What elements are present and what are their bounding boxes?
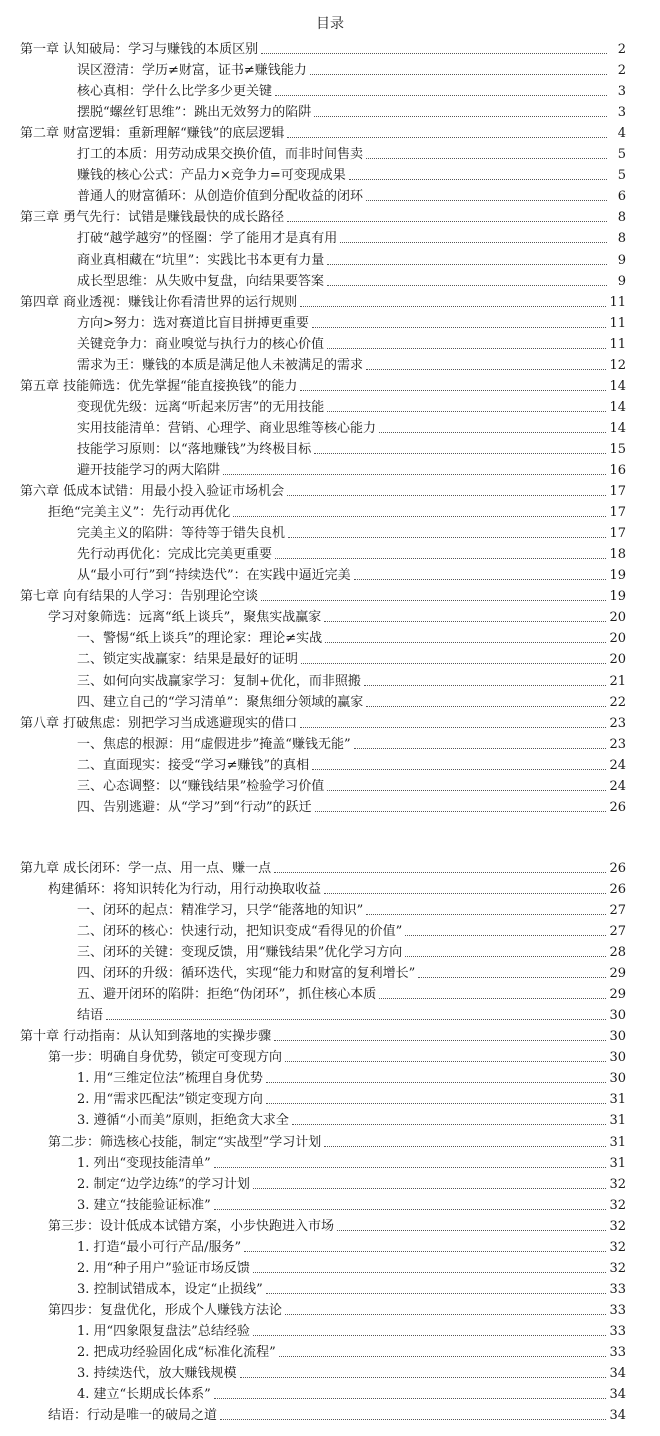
toc-entry-label: 二、直面现实：接受“学习≠赚钱”的真相 bbox=[77, 757, 310, 773]
toc-chapter-entry[interactable] bbox=[0, 1023, 660, 1045]
toc-section-entry[interactable] bbox=[0, 394, 660, 416]
toc-dot-leader bbox=[379, 998, 606, 999]
toc-page-number: 20 bbox=[609, 652, 626, 668]
toc-dot-leader bbox=[266, 1293, 607, 1294]
toc-section-entry[interactable] bbox=[0, 99, 660, 121]
toc-section-entry[interactable] bbox=[0, 247, 660, 269]
toc-section-entry[interactable] bbox=[0, 1402, 660, 1424]
toc-page-number: 33 bbox=[609, 1345, 626, 1360]
toc-section-entry[interactable] bbox=[0, 78, 660, 100]
toc-entry-label: 四、建立自己的“学习清单”：聚焦细分领域的赢家 bbox=[77, 694, 364, 710]
toc-page-number: 2 bbox=[617, 42, 626, 57]
toc-entry-label: 从“最小可行”到“持续迭代”：在实践中逼近完美 bbox=[77, 568, 351, 584]
toc-page-number: 26 bbox=[609, 860, 626, 876]
toc-chapter-entry[interactable] bbox=[0, 478, 660, 500]
toc-entry-label: 2. 用“需求匹配法”锁定变现方向 bbox=[77, 1092, 263, 1108]
toc-dot-leader bbox=[300, 306, 606, 307]
toc-page-number: 29 bbox=[609, 987, 626, 1003]
toc-page-number: 14 bbox=[609, 420, 626, 436]
toc-dot-leader bbox=[220, 1419, 606, 1420]
toc-chapter-entry[interactable] bbox=[0, 120, 660, 142]
toc-dot-leader bbox=[349, 179, 607, 180]
toc-dot-leader bbox=[314, 453, 606, 454]
toc-page-number: 22 bbox=[609, 694, 626, 710]
toc-page-number: 20 bbox=[609, 631, 626, 647]
toc-entry-label: 四、告别逃避：从“学习”到“行动”的跃迁 bbox=[77, 799, 312, 815]
toc-entry-label: 第二章 财富逻辑：重新理解“赚钱”的底层逻辑 bbox=[20, 126, 285, 142]
toc-dot-leader bbox=[266, 1103, 607, 1104]
toc-entry-label: 1. 用“三维定位法”梳理自身优势 bbox=[77, 1071, 263, 1087]
toc-entry-label: 二、锁定实战赢家：结果是最好的证明 bbox=[77, 652, 299, 668]
toc-entry-label: 2. 把成功经验固化成“标准化流程” bbox=[77, 1345, 276, 1360]
toc-section-entry[interactable] bbox=[0, 1213, 660, 1235]
toc-section-entry[interactable] bbox=[0, 310, 660, 332]
toc-page-number: 5 bbox=[617, 168, 626, 184]
toc-dot-leader bbox=[324, 893, 606, 894]
toc-dot-leader bbox=[253, 1335, 607, 1336]
toc-page-number: 4 bbox=[617, 126, 626, 142]
toc-page-number: 23 bbox=[609, 715, 626, 731]
toc-section-entry[interactable] bbox=[0, 668, 660, 690]
toc-dot-leader bbox=[292, 1124, 607, 1125]
toc-entry-label: 先行动再优化：完成比完美更重要 bbox=[77, 547, 273, 563]
toc-entry-label: 3. 建立“技能验证标准” bbox=[77, 1197, 211, 1213]
toc-section-entry[interactable] bbox=[0, 1129, 660, 1151]
toc-entry-label: 普通人的财富循环：从创造价值到分配收益的闭环 bbox=[77, 189, 364, 205]
toc-page-number: 26 bbox=[609, 799, 626, 815]
toc-section-entry[interactable] bbox=[0, 1002, 660, 1024]
toc-dot-leader bbox=[287, 221, 607, 222]
toc-dot-leader bbox=[366, 369, 606, 370]
toc-section-entry[interactable] bbox=[0, 436, 660, 458]
toc-page-number: 32 bbox=[609, 1176, 626, 1192]
toc-entry-label: 三、心态调整：以“赚钱结果”检验学习价值 bbox=[77, 778, 325, 794]
toc-section-entry[interactable] bbox=[0, 352, 660, 374]
toc-entry-label: 赚钱的核心公式：产品力×竞争力=可变现成果 bbox=[77, 168, 346, 184]
toc-dot-leader bbox=[324, 1146, 606, 1147]
toc-page-number: 12 bbox=[609, 357, 626, 373]
toc-page-number: 34 bbox=[609, 1408, 626, 1424]
toc-dot-leader bbox=[405, 935, 606, 936]
toc-page-number: 31 bbox=[609, 1134, 626, 1150]
toc-entry-label: 关键竞争力：商业嗅觉与执行力的核心价值 bbox=[77, 336, 325, 352]
toc-entry-label: 第六章 低成本试错：用最小投入验证市场机会 bbox=[20, 484, 285, 500]
toc-entry-label: 误区澄清：学历≠财富，证书≠赚钱能力 bbox=[77, 63, 307, 79]
toc-dot-leader bbox=[325, 642, 606, 643]
toc-dot-leader bbox=[327, 285, 607, 286]
toc-entry-label: 构建循环：将知识转化为行动，用行动换取收益 bbox=[48, 881, 322, 897]
toc-entry-label: 1. 列出“变现技能清单” bbox=[77, 1155, 211, 1171]
toc-dot-leader bbox=[327, 790, 606, 791]
toc-dot-leader bbox=[214, 1167, 607, 1168]
toc-section-entry[interactable] bbox=[0, 794, 660, 816]
toc-dot-leader bbox=[337, 1230, 606, 1231]
toc-entry-label: 4. 建立“长期成长体系” bbox=[77, 1387, 211, 1403]
toc-dot-leader bbox=[315, 811, 607, 812]
toc-entry-label: 第八章 打破焦虑：别把学习当成逃避现实的借口 bbox=[20, 715, 298, 731]
toc-dot-leader bbox=[300, 390, 606, 391]
toc-page-number: 33 bbox=[609, 1323, 626, 1339]
toc-dot-leader bbox=[310, 74, 607, 75]
toc-dot-leader bbox=[275, 95, 607, 96]
toc-page-number: 27 bbox=[609, 902, 626, 918]
toc-page-number: 30 bbox=[609, 1008, 626, 1024]
toc-dot-leader bbox=[240, 1377, 607, 1378]
toc-section-entry[interactable] bbox=[0, 225, 660, 247]
toc-page-number: 11 bbox=[609, 336, 626, 352]
toc-entry-label: 方向>努力：选对赛道比盲目拼搏更重要 bbox=[77, 315, 309, 331]
toc-dot-leader bbox=[274, 1040, 606, 1041]
toc-dot-leader bbox=[366, 158, 607, 159]
toc-page-number: 19 bbox=[609, 589, 626, 605]
toc-page-number: 14 bbox=[609, 378, 626, 394]
toc-section-entry[interactable] bbox=[0, 876, 660, 898]
toc-dot-leader bbox=[300, 727, 606, 728]
toc-entry-label: 第一步：明确自身优势，锁定可变现方向 bbox=[48, 1050, 283, 1066]
toc-page-number: 21 bbox=[609, 673, 626, 689]
toc-dot-leader bbox=[261, 600, 606, 601]
toc-dot-leader bbox=[314, 116, 607, 117]
toc-page-number: 33 bbox=[609, 1281, 626, 1297]
toc-dot-leader bbox=[253, 1272, 607, 1273]
toc-dot-leader bbox=[327, 411, 606, 412]
toc-entry-label: 第三章 勇气先行：试错是赚钱最快的成长路径 bbox=[20, 210, 285, 226]
toc-section-entry[interactable] bbox=[0, 689, 660, 711]
toc-section-entry[interactable] bbox=[0, 960, 660, 982]
toc-section-entry[interactable] bbox=[0, 1234, 660, 1256]
toc-entry-label: 技能学习原则：以“落地赚钱”为终极目标 bbox=[77, 441, 312, 457]
toc-entry-label: 1. 用“四象限复盘法”总结经验 bbox=[77, 1323, 250, 1339]
toc-section-entry[interactable] bbox=[0, 1297, 660, 1319]
toc-entry-label: 3. 持续迭代，放大赚钱规模 bbox=[77, 1366, 237, 1382]
toc-section-entry[interactable] bbox=[0, 1339, 660, 1361]
toc-section-entry[interactable] bbox=[0, 625, 660, 647]
toc-dot-leader bbox=[366, 200, 607, 201]
toc-entry-label: 第四步：复盘优化，形成个人赚钱方法论 bbox=[48, 1302, 283, 1318]
toc-page-number: 16 bbox=[609, 463, 626, 478]
toc-entry-label: 第七章 向有结果的人学习：告别理论空谈 bbox=[20, 589, 259, 605]
toc-dot-leader bbox=[266, 1082, 607, 1083]
toc-section-entry[interactable] bbox=[0, 1276, 660, 1298]
toc-page-number: 32 bbox=[609, 1197, 626, 1213]
toc-entry-label: 变现优先级：远离“听起来厉害”的无用技能 bbox=[77, 399, 325, 415]
toc-page-number: 31 bbox=[609, 1155, 626, 1171]
toc-page-number: 15 bbox=[609, 441, 626, 457]
toc-entry-label: 五、避开闭环的陷阱：拒绝“伪闭环”，抓住核心本质 bbox=[77, 987, 377, 1003]
toc-dot-leader bbox=[354, 579, 607, 580]
toc-entry-label: 避开技能学习的两大陷阱 bbox=[77, 463, 221, 478]
toc-section-entry[interactable] bbox=[0, 604, 660, 626]
toc-section-entry[interactable] bbox=[0, 939, 660, 961]
toc-page-number: 17 bbox=[609, 505, 626, 521]
toc-section-entry[interactable] bbox=[0, 457, 660, 479]
toc-entry-label: 第五章 技能筛选：优先掌握“能直接换钱”的能力 bbox=[20, 378, 298, 394]
toc-entry-label: 3. 控制试错成本，设定“止损线” bbox=[77, 1281, 263, 1297]
toc-dot-leader bbox=[324, 621, 606, 622]
toc-entry-label: 四、闭环的升级：循环迭代，实现“能力和财富的复利增长” bbox=[77, 966, 416, 982]
toc-section-entry[interactable] bbox=[0, 646, 660, 668]
toc-section-entry[interactable] bbox=[0, 897, 660, 919]
toc-chapter-entry[interactable] bbox=[0, 710, 660, 732]
toc-dot-leader bbox=[233, 516, 606, 517]
toc-dot-leader bbox=[285, 1061, 606, 1062]
toc-dot-leader bbox=[275, 558, 606, 559]
toc-section-entry[interactable] bbox=[0, 520, 660, 542]
toc-entry-label: 拒绝“完美主义”：先行动再优化 bbox=[48, 505, 231, 521]
toc-dot-leader bbox=[366, 706, 606, 707]
toc-page-number: 19 bbox=[609, 568, 626, 584]
toc-chapter-entry[interactable] bbox=[0, 204, 660, 226]
toc-page-number: 3 bbox=[617, 105, 626, 121]
toc-entry-label: 结语：行动是唯一的破局之道 bbox=[48, 1408, 218, 1424]
toc-page-number: 18 bbox=[609, 547, 626, 563]
toc-chapter-entry[interactable] bbox=[0, 289, 660, 311]
toc-dot-leader bbox=[340, 242, 607, 243]
toc-page-number: 11 bbox=[609, 294, 626, 310]
toc-section-entry[interactable] bbox=[0, 499, 660, 521]
toc-page-number: 34 bbox=[609, 1387, 626, 1403]
toc-section-entry[interactable] bbox=[0, 183, 660, 205]
toc-entry-label: 第二步：筛选核心技能，制定“实战型”学习计划 bbox=[48, 1134, 322, 1150]
toc-page-number: 14 bbox=[609, 399, 626, 415]
toc-page-number: 34 bbox=[609, 1366, 626, 1382]
toc-page-number: 9 bbox=[617, 273, 626, 289]
toc-page-number: 27 bbox=[609, 924, 626, 939]
toc-chapter-entry[interactable] bbox=[0, 583, 660, 605]
toc-page-number: 26 bbox=[609, 881, 626, 897]
toc-section-entry[interactable] bbox=[0, 1255, 660, 1277]
toc-page-number: 11 bbox=[609, 315, 626, 331]
toc-page-number: 30 bbox=[609, 1071, 626, 1087]
toc-page-number: 30 bbox=[609, 1029, 626, 1045]
toc-entry-label: 2. 用“种子用户”验证市场反馈 bbox=[77, 1260, 250, 1276]
toc-dot-leader bbox=[223, 474, 606, 475]
toc-entry-label: 一、焦虑的根源：用“虚假进步”掩盖“赚钱无能” bbox=[77, 736, 351, 752]
toc-page-number: 17 bbox=[609, 484, 626, 500]
toc-page-number: 8 bbox=[617, 210, 626, 226]
toc-dot-leader bbox=[366, 914, 606, 915]
toc-section-entry[interactable] bbox=[0, 1065, 660, 1087]
toc-section-entry[interactable] bbox=[0, 331, 660, 353]
toc-dot-leader bbox=[274, 872, 606, 873]
toc-entry-label: 二、闭环的核心：快速行动，把知识变成“看得见的价值” bbox=[77, 924, 403, 939]
toc-page-number: 3 bbox=[617, 84, 626, 100]
toc-page-number: 30 bbox=[609, 1050, 626, 1066]
toc-page-number: 17 bbox=[609, 526, 626, 542]
toc-page-number: 2 bbox=[617, 63, 626, 79]
toc-section-entry[interactable] bbox=[0, 1318, 660, 1340]
toc-section-entry[interactable] bbox=[0, 268, 660, 290]
toc-entry-label: 一、警惕“纸上谈兵”的理论家：理论≠实战 bbox=[77, 631, 323, 647]
toc-entry-label: 2. 制定“边学边练”的学习计划 bbox=[77, 1176, 250, 1192]
toc-entry-label: 核心真相：学什么比学多少更关键 bbox=[77, 84, 273, 100]
toc-dot-leader bbox=[301, 663, 606, 664]
toc-dot-leader bbox=[285, 1314, 606, 1315]
toc-entry-label: 第三步：设计低成本试错方案，小步快跑进入市场 bbox=[48, 1218, 335, 1234]
toc-dot-leader bbox=[327, 264, 607, 265]
toc-entry-label: 第一章 认知破局：学习与赚钱的本质区别 bbox=[20, 42, 259, 57]
toc-entry-label: 实用技能清单：营销、心理学、商业思维等核心能力 bbox=[77, 420, 377, 436]
toc-section-entry[interactable] bbox=[0, 1381, 660, 1403]
toc-page-number: 9 bbox=[617, 252, 626, 268]
toc-dot-leader bbox=[379, 432, 606, 433]
toc-dot-leader bbox=[405, 956, 606, 957]
toc-entry-label: 第十章 行动指南：从认知到落地的实操步骤 bbox=[20, 1029, 272, 1045]
toc-page-number: 6 bbox=[617, 189, 626, 205]
toc-dot-leader bbox=[279, 1356, 607, 1357]
toc-dot-leader bbox=[244, 1251, 606, 1252]
toc-section-entry[interactable] bbox=[0, 541, 660, 563]
toc-section-entry[interactable] bbox=[0, 752, 660, 774]
toc-entry-label: 摆脱“螺丝钉思维”：跳出无效努力的陷阱 bbox=[77, 105, 312, 121]
toc-section-entry[interactable] bbox=[0, 1171, 660, 1193]
toc-title: 目录 bbox=[316, 16, 344, 32]
toc-page-number: 8 bbox=[617, 231, 626, 247]
toc-chapter-entry[interactable] bbox=[0, 855, 660, 877]
toc-page-number: 31 bbox=[609, 1113, 626, 1129]
toc-dot-leader bbox=[214, 1398, 607, 1399]
toc-section-entry[interactable] bbox=[0, 562, 660, 584]
toc-entry-label: 打破“越学越穷”的怪圈：学了能用才是真有用 bbox=[77, 231, 338, 247]
toc-dot-leader bbox=[364, 685, 607, 686]
toc-entry-label: 三、如何向实战赢家学习：复制+优化，而非照搬 bbox=[77, 673, 361, 689]
toc-dot-leader bbox=[288, 537, 606, 538]
toc-page-number: 24 bbox=[609, 757, 626, 773]
toc-dot-leader bbox=[312, 769, 606, 770]
toc-section-entry[interactable] bbox=[0, 773, 660, 795]
toc-page-number: 32 bbox=[609, 1260, 626, 1276]
toc-entry-label: 三、闭环的关键：变现反馈，用“赚钱结果”优化学习方向 bbox=[77, 945, 403, 961]
toc-dot-leader bbox=[106, 1019, 606, 1020]
toc-page-number: 5 bbox=[617, 147, 626, 163]
toc-chapter-entry[interactable] bbox=[0, 36, 660, 58]
toc-dot-leader bbox=[214, 1209, 607, 1210]
toc-page-number: 33 bbox=[609, 1302, 626, 1318]
toc-page-number: 29 bbox=[609, 966, 626, 982]
toc-entry-label: 一、闭环的起点：精准学习，只学“能落地的知识” bbox=[77, 902, 364, 918]
toc-dot-leader bbox=[354, 748, 607, 749]
toc-page-number: 32 bbox=[609, 1218, 626, 1234]
toc-dot-leader bbox=[327, 348, 606, 349]
toc-page-number: 31 bbox=[609, 1092, 626, 1108]
toc-entry-label: 3. 遵循“小而美”原则，拒绝贪大求全 bbox=[77, 1113, 289, 1129]
toc-entry-label: 学习对象筛选：远离“纸上谈兵”，聚焦实战赢家 bbox=[48, 610, 322, 626]
toc-entry-label: 商业真相藏在“坑里”：实践比书本更有力量 bbox=[77, 252, 325, 268]
toc-dot-leader bbox=[261, 53, 607, 54]
toc-dot-leader bbox=[418, 977, 606, 978]
toc-section-entry[interactable] bbox=[0, 141, 660, 163]
toc-entry-label: 成长型思维：从失败中复盘，向结果要答案 bbox=[77, 273, 325, 289]
toc-entry-label: 完美主义的陷阱：等待等于错失良机 bbox=[77, 526, 286, 542]
toc-page-number: 20 bbox=[609, 610, 626, 626]
toc-dot-leader bbox=[312, 327, 607, 328]
toc-entry-label: 第九章 成长闭环：学一点、用一点、赚一点 bbox=[20, 860, 272, 876]
toc-section-entry[interactable] bbox=[0, 918, 660, 940]
toc-entry-label: 1. 打造“最小可行产品/服务” bbox=[77, 1239, 242, 1255]
toc-section-entry[interactable] bbox=[0, 57, 660, 79]
toc-page-number: 32 bbox=[609, 1239, 626, 1255]
toc-section-entry[interactable] bbox=[0, 1360, 660, 1382]
toc-page-number: 28 bbox=[609, 945, 626, 961]
toc-chapter-entry[interactable] bbox=[0, 373, 660, 395]
toc-section-entry[interactable] bbox=[0, 162, 660, 184]
toc-section-entry[interactable] bbox=[0, 1086, 660, 1108]
toc-section-entry[interactable] bbox=[0, 1107, 660, 1129]
toc-entry-label: 结语 bbox=[77, 1008, 104, 1024]
toc-entry-label: 第四章 商业透视：赚钱让你看清世界的运行规则 bbox=[20, 294, 298, 310]
toc-page-number: 24 bbox=[609, 778, 626, 794]
toc-section-entry[interactable] bbox=[0, 1192, 660, 1214]
toc-entry-label: 打工的本质：用劳动成果交换价值，而非时间售卖 bbox=[77, 147, 364, 163]
toc-section-entry[interactable] bbox=[0, 1044, 660, 1066]
toc-section-entry[interactable] bbox=[0, 1150, 660, 1172]
toc-page-number: 23 bbox=[609, 736, 626, 752]
toc-dot-leader bbox=[253, 1188, 607, 1189]
toc-section-entry[interactable] bbox=[0, 731, 660, 753]
toc-entry-label: 需求为王：赚钱的本质是满足他人未被满足的需求 bbox=[77, 357, 364, 373]
toc-section-entry[interactable] bbox=[0, 415, 660, 437]
toc-section-entry[interactable] bbox=[0, 981, 660, 1003]
toc-dot-leader bbox=[287, 495, 606, 496]
toc-dot-leader bbox=[287, 137, 607, 138]
